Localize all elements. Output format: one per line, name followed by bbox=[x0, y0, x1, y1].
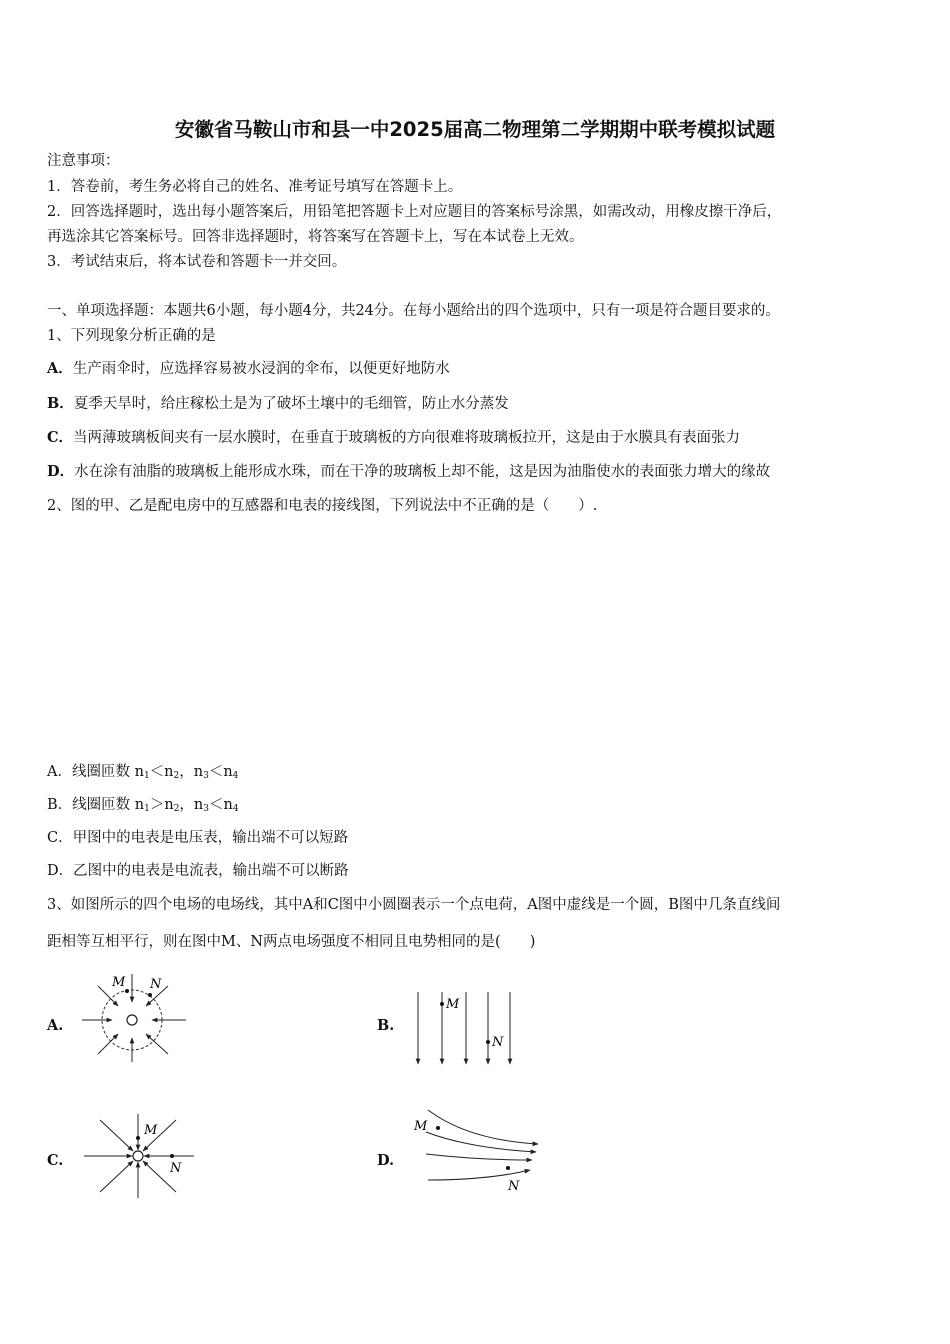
point-n-dot bbox=[148, 993, 152, 997]
q2-option-b-rel1: ＞n bbox=[149, 797, 174, 813]
parallel-field-lines bbox=[418, 992, 510, 1064]
notice-item-2-cont: 再选涂其它答案标号。回答非选择题时，将答案写在答题卡上，写在本试卷上无效。 bbox=[47, 229, 584, 245]
q1-option-a-label: A． bbox=[47, 360, 73, 377]
notice-heading: 注意事项： bbox=[47, 153, 120, 169]
q3-option-a-label: A. bbox=[47, 1017, 64, 1034]
q2-stem: 2、图的甲、乙是配电房中的互感器和电表的接线图，下列说法中不正确的是（ ）. bbox=[47, 498, 598, 514]
q3-diagram-d bbox=[408, 1100, 543, 1198]
point-charge bbox=[133, 1151, 143, 1161]
point-n-label: N bbox=[170, 1161, 182, 1176]
q1-option-c bbox=[47, 429, 740, 447]
q1-option-c-label: C． bbox=[47, 429, 74, 446]
curved-field-lines bbox=[426, 1110, 538, 1180]
q3-stem-line1: 3、如图所示的四个电场的电场线，其中A和C图中小圆圈表示一个点电荷，A图中虚线是一个圆，B图中几条直线间 bbox=[47, 897, 781, 913]
q2-option-b-sub1: 1 bbox=[144, 804, 150, 814]
point-m-label: M bbox=[446, 997, 460, 1012]
q2-option-c-text: 甲图中的电表是电压表，输出端不可以短路 bbox=[72, 830, 349, 846]
q2-option-c bbox=[47, 829, 348, 847]
q2-option-b bbox=[47, 796, 239, 818]
point-n-label: N bbox=[150, 977, 162, 992]
point-m-label: M bbox=[144, 1123, 158, 1138]
q2-option-c-label: C． bbox=[47, 830, 73, 846]
q2-option-d-text: 乙图中的电表是电流表，输出端不可以断路 bbox=[73, 863, 349, 879]
notice-item-1: 1．答卷前，考生务必将自己的姓名、准考证号填写在答题卡上。 bbox=[47, 179, 463, 195]
notice-item-2: 2．回答选择题时，选出每小题答案后，用铅笔把答题卡上对应题目的答案标号涂黑，如需改动，用橡皮擦干净后， bbox=[47, 204, 782, 220]
point-m-dot bbox=[136, 1136, 140, 1140]
q2-option-a bbox=[47, 763, 238, 785]
q3-diagram-b bbox=[410, 988, 520, 1068]
exam-title: 安徽省马鞍山市和县一中2025届高二物理第二学期期中联考模拟试题 bbox=[174, 118, 776, 141]
q1-option-d bbox=[47, 463, 770, 481]
point-m-dot bbox=[125, 989, 129, 993]
q2-option-b-sub2: 2 bbox=[173, 804, 180, 814]
q3-option-d-label: D. bbox=[377, 1152, 395, 1169]
q2-option-d bbox=[47, 862, 349, 880]
q1-option-a-text: 生产雨伞时，应选择容易被水浸润的伞布，以便更好地防水 bbox=[72, 361, 450, 377]
q2-option-b-sub4: 4 bbox=[232, 804, 239, 814]
q2-option-a-sub3: 3 bbox=[203, 771, 209, 781]
q3-diagram-c bbox=[82, 1112, 197, 1200]
point-m-dot bbox=[436, 1126, 440, 1130]
q1-option-d-label: D． bbox=[47, 463, 75, 480]
section-heading: 一、单项选择题：本题共6小题，每小题4分，共24分。在每小题给出的四个选项中，只有一项是符合题目要求的。 bbox=[47, 303, 780, 319]
q1-stem: 1、下列现象分析正确的是 bbox=[47, 328, 216, 344]
q3-option-b-label: B. bbox=[377, 1017, 395, 1034]
q2-option-a-rel2: ＜n bbox=[208, 764, 233, 780]
point-n-label: N bbox=[508, 1179, 520, 1194]
q2-option-b-pre: 线圈匝数 n bbox=[72, 797, 145, 813]
q2-option-a-mid: ，n bbox=[179, 764, 204, 780]
q1-option-b-label: B． bbox=[47, 395, 74, 412]
q1-option-b-text: 夏季天旱时，给庄稼松土是为了破坏土壤中的毛细管，防止水分蒸发 bbox=[73, 396, 509, 412]
q2-option-a-label: A． bbox=[47, 764, 72, 780]
q3-stem-line2: 距相等互相平行，则在图中M、N两点电场强度不相同且电势相同的是( ) bbox=[47, 934, 536, 950]
point-m-label: M bbox=[112, 975, 126, 990]
point-n-dot bbox=[170, 1154, 174, 1158]
q2-option-a-sub4: 4 bbox=[232, 771, 239, 781]
q2-option-a-rel1: ＜n bbox=[149, 764, 174, 780]
q2-option-b-mid: ，n bbox=[179, 797, 204, 813]
point-charge bbox=[127, 1015, 137, 1025]
point-m-label: M bbox=[414, 1119, 428, 1134]
q1-option-b bbox=[47, 395, 509, 413]
point-n-dot bbox=[506, 1166, 510, 1170]
q3-diagram-a bbox=[78, 972, 190, 1062]
q3-option-c-label: C. bbox=[47, 1152, 64, 1169]
q2-option-a-sub2: 2 bbox=[173, 771, 180, 781]
notice-item-3: 3．考试结束后，将本试卷和答题卡一并交回。 bbox=[47, 254, 347, 270]
q2-option-b-rel2: ＜n bbox=[209, 797, 233, 813]
q2-option-a-sub1: 1 bbox=[143, 771, 150, 781]
point-n-label: N bbox=[492, 1035, 504, 1050]
q2-option-b-label: B． bbox=[47, 797, 73, 813]
q2-option-b-sub3: 3 bbox=[203, 804, 209, 814]
q2-option-d-label: D． bbox=[47, 863, 74, 879]
q2-option-a-pre: 线圈匝数 n bbox=[71, 764, 144, 780]
q1-option-d-text: 水在涂有油脂的玻璃板上能形成水珠，而在干净的玻璃板上却不能，这是因为油脂使水的表面张力增大的缘故 bbox=[74, 464, 771, 480]
q1-option-a bbox=[47, 360, 450, 378]
point-m-dot bbox=[440, 1002, 444, 1006]
q1-option-c-text: 当两薄玻璃板间夹有一层水膜时，在垂直于玻璃板的方向很难将玻璃板拉开，这是由于水膜具有表面张力 bbox=[73, 430, 741, 446]
point-n-dot bbox=[486, 1040, 490, 1044]
